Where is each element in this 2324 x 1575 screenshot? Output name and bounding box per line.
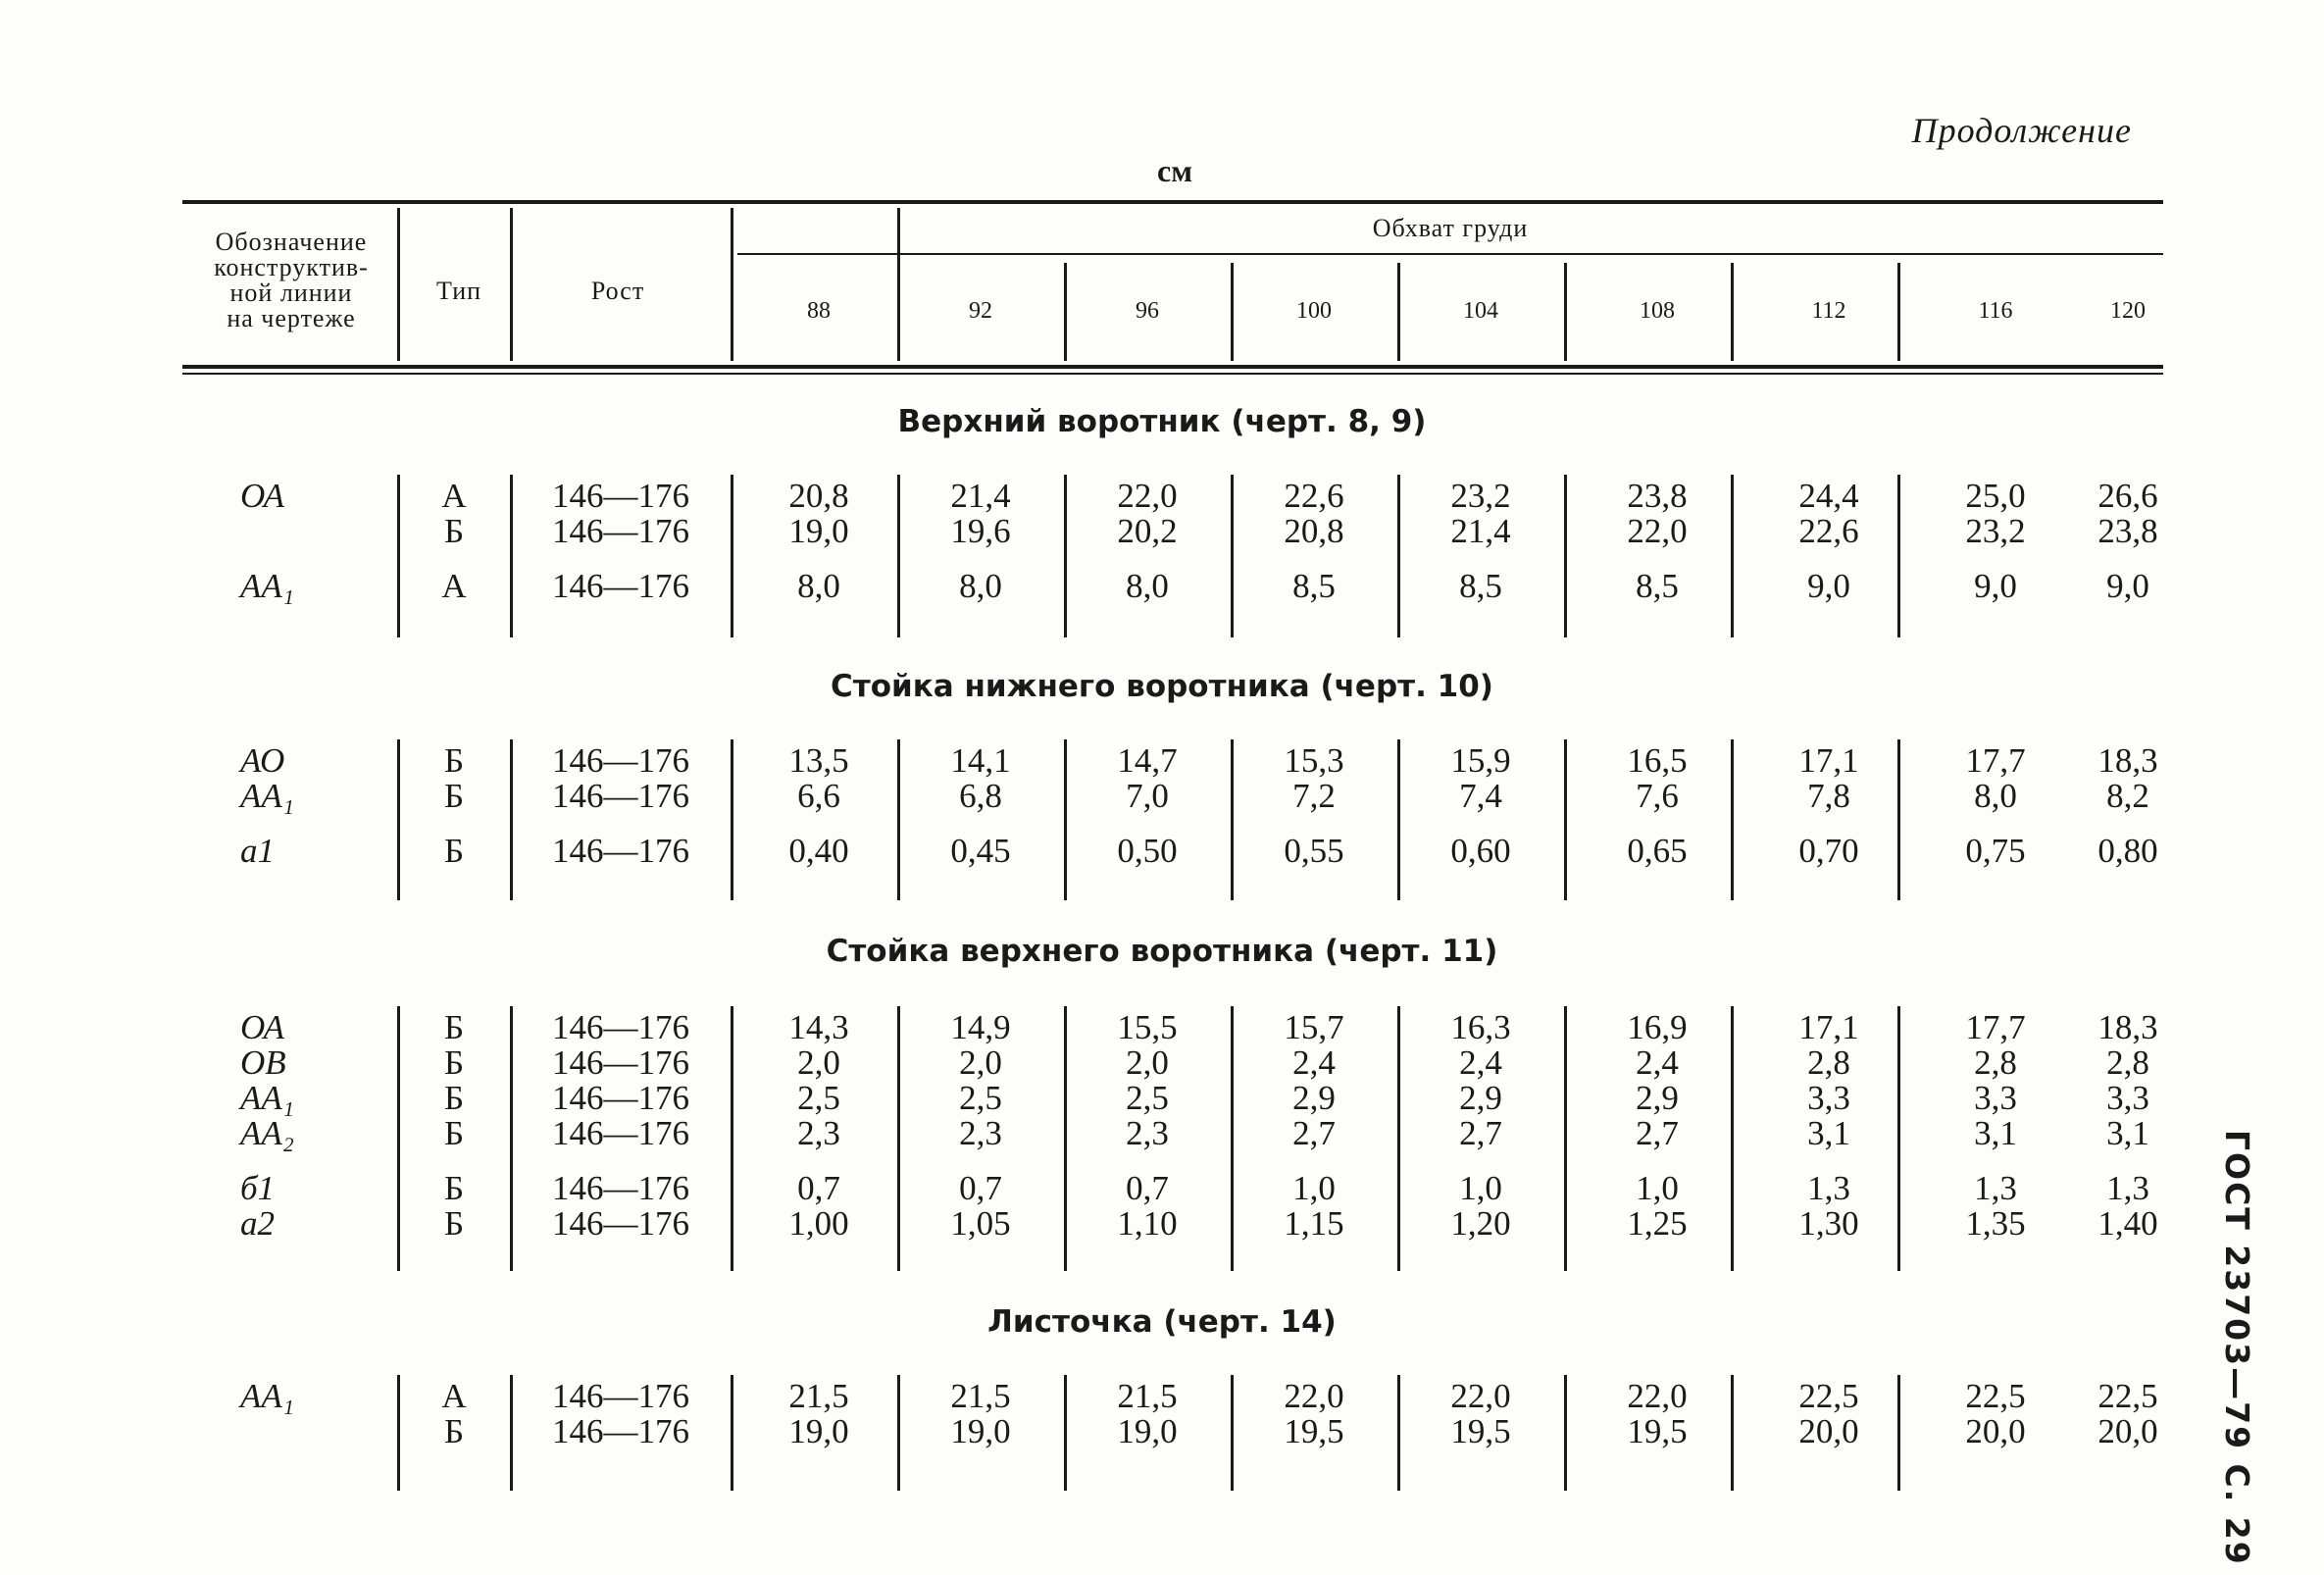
- header-column-rule: [1731, 263, 1734, 361]
- body-column-rule: [1064, 475, 1067, 637]
- chest-value-cell: 2,5: [797, 1079, 840, 1117]
- body-column-rule: [1397, 475, 1400, 637]
- height-cell: 146—176: [552, 1114, 689, 1152]
- chest-value-cell: 2,8: [1807, 1043, 1850, 1082]
- body-column-rule: [897, 1006, 900, 1271]
- col-line-header-3: ной линии: [229, 279, 353, 307]
- chest-value-cell: 14,9: [950, 1008, 1011, 1046]
- chest-value-cell: 0,7: [1126, 1169, 1169, 1207]
- chest-value-cell: 2,5: [1126, 1079, 1169, 1117]
- chest-value-cell: 17,1: [1798, 1008, 1859, 1046]
- chest-value-cell: 2,4: [1636, 1043, 1679, 1082]
- type-cell: Б: [443, 1204, 465, 1243]
- height-cell: 146—176: [552, 1412, 689, 1450]
- height-cell: 146—176: [552, 1008, 689, 1046]
- header-bottom-rule-2: [182, 373, 2163, 375]
- body-column-rule: [510, 1375, 513, 1491]
- chest-value-cell: 21,4: [950, 477, 1011, 515]
- chest-value-cell: 22,0: [1627, 1377, 1688, 1415]
- chest-value-cell: 14,7: [1117, 741, 1178, 780]
- body-column-rule: [1897, 1006, 1900, 1271]
- chest-value-cell: 21,5: [950, 1377, 1011, 1415]
- body-column-rule: [510, 739, 513, 900]
- body-column-rule: [731, 1006, 733, 1271]
- chest-value-cell: 21,5: [1117, 1377, 1178, 1415]
- chest-value-cell: 7,2: [1292, 777, 1336, 815]
- chest-value-cell: 16,5: [1627, 741, 1688, 780]
- chest-value-cell: 9,0: [2106, 567, 2149, 605]
- chest-value-cell: 14,1: [950, 741, 1011, 780]
- chest-value-cell: 25,0: [1965, 477, 2026, 515]
- type-cell: Б: [443, 1008, 465, 1046]
- standard-page-label: ГОСТ 23703—79 С. 29: [2218, 1130, 2256, 1566]
- chest-value-cell: 1,0: [1292, 1169, 1336, 1207]
- chest-value-cell: 8,5: [1292, 567, 1336, 605]
- body-column-rule: [1231, 739, 1234, 900]
- chest-value-cell: 7,6: [1636, 777, 1679, 815]
- header-column-rule: [1897, 263, 1900, 361]
- chest-value-header: 88: [807, 298, 831, 324]
- chest-value-cell: 2,7: [1459, 1114, 1502, 1152]
- chest-value-cell: 1,3: [1807, 1169, 1850, 1207]
- height-cell: 146—176: [552, 1377, 689, 1415]
- chest-group-header: Обхват груди: [1372, 214, 1529, 242]
- chest-value-header: 120: [2110, 298, 2146, 324]
- chest-value-cell: 1,25: [1627, 1204, 1688, 1243]
- line-designation: АА₁: [240, 567, 294, 605]
- chest-value-cell: 6,8: [959, 777, 1002, 815]
- body-column-rule: [1731, 1006, 1734, 1271]
- body-column-rule: [1231, 1006, 1234, 1271]
- body-column-rule: [897, 1375, 900, 1491]
- height-cell: 146—176: [552, 741, 689, 780]
- chest-value-cell: 23,2: [1450, 477, 1511, 515]
- body-column-rule: [1064, 1006, 1067, 1271]
- type-cell: Б: [443, 1114, 465, 1152]
- section-title: Стойка нижнего воротника (черт. 10): [831, 669, 1493, 704]
- chest-value-cell: 21,4: [1450, 512, 1511, 550]
- line-designation: б1: [240, 1169, 276, 1207]
- line-designation: АА₂: [240, 1114, 294, 1152]
- body-column-rule: [1564, 475, 1567, 637]
- chest-value-cell: 20,8: [1284, 512, 1344, 550]
- body-column-rule: [1897, 739, 1900, 900]
- chest-value-cell: 19,6: [950, 512, 1011, 550]
- line-designation: АА₁: [240, 1377, 294, 1415]
- chest-value-cell: 2,0: [959, 1043, 1002, 1082]
- body-column-rule: [1397, 1006, 1400, 1271]
- chest-value-cell: 1,15: [1284, 1204, 1344, 1243]
- body-column-rule: [1564, 1375, 1567, 1491]
- chest-value-cell: 0,60: [1450, 832, 1511, 870]
- chest-value-cell: 24,4: [1798, 477, 1859, 515]
- header-column-rule: [1564, 263, 1567, 361]
- body-column-rule: [1731, 1375, 1734, 1491]
- body-column-rule: [1731, 475, 1734, 637]
- chest-value-cell: 1,10: [1117, 1204, 1178, 1243]
- chest-value-cell: 15,9: [1450, 741, 1511, 780]
- chest-value-cell: 6,6: [797, 777, 840, 815]
- header-column-rule: [731, 208, 733, 361]
- chest-value-cell: 8,0: [959, 567, 1002, 605]
- chest-value-cell: 8,2: [2106, 777, 2149, 815]
- body-column-rule: [897, 739, 900, 900]
- chest-value-cell: 17,1: [1798, 741, 1859, 780]
- chest-value-cell: 1,30: [1798, 1204, 1859, 1243]
- chest-value-cell: 16,3: [1450, 1008, 1511, 1046]
- col-line-header-2: конструктив-: [214, 253, 369, 281]
- chest-value-cell: 23,2: [1965, 512, 2026, 550]
- chest-value-cell: 3,3: [2106, 1079, 2149, 1117]
- chest-value-cell: 2,9: [1459, 1079, 1502, 1117]
- body-column-rule: [731, 1375, 733, 1491]
- chest-value-cell: 9,0: [1974, 567, 2017, 605]
- chest-value-cell: 9,0: [1807, 567, 1850, 605]
- body-column-rule: [1064, 739, 1067, 900]
- chest-value-cell: 2,4: [1459, 1043, 1502, 1082]
- chest-value-cell: 7,4: [1459, 777, 1502, 815]
- type-cell: Б: [443, 1079, 465, 1117]
- chest-group-rule: [737, 253, 2163, 255]
- continuation-label: Продолжение: [1911, 111, 2132, 150]
- chest-value-cell: 2,8: [1974, 1043, 2017, 1082]
- chest-value-cell: 2,5: [959, 1079, 1002, 1117]
- chest-value-cell: 20,0: [2097, 1412, 2158, 1450]
- chest-value-cell: 22,0: [1117, 477, 1178, 515]
- chest-value-cell: 2,3: [959, 1114, 1002, 1152]
- chest-value-cell: 1,05: [950, 1204, 1011, 1243]
- chest-value-header: 116: [1978, 298, 2013, 324]
- line-designation: ОА: [240, 1008, 284, 1046]
- chest-value-cell: 8,0: [1974, 777, 2017, 815]
- chest-value-cell: 22,5: [1965, 1377, 2026, 1415]
- chest-value-header: 96: [1136, 298, 1159, 324]
- chest-value-cell: 2,3: [797, 1114, 840, 1152]
- header-column-rule: [397, 208, 400, 361]
- chest-value-cell: 2,4: [1292, 1043, 1336, 1082]
- type-cell: Б: [443, 1043, 465, 1082]
- chest-value-cell: 22,0: [1284, 1377, 1344, 1415]
- chest-value-cell: 0,7: [959, 1169, 1002, 1207]
- line-designation: АА₁: [240, 1079, 294, 1117]
- chest-value-cell: 1,3: [2106, 1169, 2149, 1207]
- header-column-rule: [1231, 263, 1234, 361]
- line-designation: а1: [240, 832, 275, 870]
- col-line-header: [184, 229, 398, 331]
- body-column-rule: [1064, 1375, 1067, 1491]
- section-title: Листочка (черт. 14): [987, 1304, 1337, 1340]
- chest-value-cell: 22,0: [1627, 512, 1688, 550]
- chest-value-cell: 14,3: [788, 1008, 849, 1046]
- line-designation: а2: [240, 1204, 275, 1243]
- body-column-rule: [1397, 1375, 1400, 1491]
- section-title: Стойка верхнего воротника (черт. 11): [826, 934, 1498, 969]
- chest-value-header: 104: [1463, 298, 1498, 324]
- body-column-rule: [897, 475, 900, 637]
- chest-value-cell: 15,7: [1284, 1008, 1344, 1046]
- col-line-header-4: на чертеже: [227, 304, 356, 332]
- unit-label: см: [1157, 153, 1192, 188]
- line-designation: ОВ: [240, 1043, 286, 1082]
- height-cell: 146—176: [552, 512, 689, 550]
- chest-value-cell: 0,50: [1117, 832, 1178, 870]
- header-bottom-rule: [182, 365, 2163, 369]
- chest-value-cell: 1,3: [1974, 1169, 2017, 1207]
- chest-value-cell: 19,5: [1627, 1412, 1688, 1450]
- chest-value-cell: 0,80: [2097, 832, 2158, 870]
- chest-value-cell: 1,40: [2097, 1204, 2158, 1243]
- chest-value-header: 92: [969, 298, 992, 324]
- chest-value-header: 112: [1811, 298, 1846, 324]
- height-cell: 146—176: [552, 1043, 689, 1082]
- chest-value-cell: 22,5: [1798, 1377, 1859, 1415]
- chest-value-cell: 0,55: [1284, 832, 1344, 870]
- chest-value-cell: 2,7: [1636, 1114, 1679, 1152]
- height-cell: 146—176: [552, 832, 689, 870]
- type-cell: Б: [443, 777, 465, 815]
- chest-value-cell: 2,8: [2106, 1043, 2149, 1082]
- height-cell: 146—176: [552, 1079, 689, 1117]
- chest-value-cell: 3,3: [1807, 1079, 1850, 1117]
- chest-value-cell: 16,9: [1627, 1008, 1688, 1046]
- chest-value-cell: 1,35: [1965, 1204, 2026, 1243]
- chest-value-cell: 2,0: [797, 1043, 840, 1082]
- body-column-rule: [1897, 1375, 1900, 1491]
- chest-value-cell: 17,7: [1965, 741, 2026, 780]
- header-column-rule: [510, 208, 513, 361]
- body-column-rule: [1231, 1375, 1234, 1491]
- body-column-rule: [510, 1006, 513, 1271]
- chest-value-cell: 19,5: [1284, 1412, 1344, 1450]
- chest-value-cell: 2,0: [1126, 1043, 1169, 1082]
- chest-value-cell: 18,3: [2097, 741, 2158, 780]
- body-column-rule: [1397, 739, 1400, 900]
- height-cell: 146—176: [552, 477, 689, 515]
- chest-value-cell: 15,3: [1284, 741, 1344, 780]
- chest-value-cell: 19,0: [788, 512, 849, 550]
- chest-value-cell: 3,1: [1974, 1114, 2017, 1152]
- chest-value-cell: 1,20: [1450, 1204, 1511, 1243]
- body-column-rule: [510, 475, 513, 637]
- chest-value-cell: 23,8: [2097, 512, 2158, 550]
- chest-value-cell: 15,5: [1117, 1008, 1178, 1046]
- section-title: Верхний воротник (черт. 8, 9): [897, 404, 1427, 439]
- chest-value-header: 108: [1640, 298, 1675, 324]
- chest-value-cell: 2,3: [1126, 1114, 1169, 1152]
- chest-value-cell: 22,0: [1450, 1377, 1511, 1415]
- chest-value-cell: 20,8: [788, 477, 849, 515]
- type-cell: Б: [443, 1412, 465, 1450]
- body-column-rule: [1564, 739, 1567, 900]
- chest-value-cell: 8,0: [797, 567, 840, 605]
- table-top-rule: [182, 200, 2163, 204]
- height-cell: 146—176: [552, 567, 689, 605]
- chest-value-cell: 19,0: [950, 1412, 1011, 1450]
- chest-value-cell: 1,0: [1459, 1169, 1502, 1207]
- chest-value-cell: 7,8: [1807, 777, 1850, 815]
- chest-value-cell: 19,0: [788, 1412, 849, 1450]
- body-column-rule: [1897, 475, 1900, 637]
- chest-value-cell: 18,3: [2097, 1008, 2158, 1046]
- header-column-rule: [897, 208, 900, 361]
- chest-value-cell: 19,5: [1450, 1412, 1511, 1450]
- type-cell: А: [441, 567, 467, 605]
- type-cell: Б: [443, 741, 465, 780]
- chest-value-cell: 3,1: [1807, 1114, 1850, 1152]
- chest-value-cell: 3,3: [1974, 1079, 2017, 1117]
- body-column-rule: [731, 475, 733, 637]
- chest-value-cell: 1,00: [788, 1204, 849, 1243]
- chest-value-cell: 7,0: [1126, 777, 1169, 815]
- type-cell: Б: [443, 832, 465, 870]
- chest-value-cell: 23,8: [1627, 477, 1688, 515]
- line-designation: ОА: [240, 477, 284, 515]
- body-column-rule: [1564, 1006, 1567, 1271]
- chest-value-cell: 20,0: [1965, 1412, 2026, 1450]
- type-cell: Б: [443, 512, 465, 550]
- body-column-rule: [1731, 739, 1734, 900]
- chest-value-cell: 22,6: [1798, 512, 1859, 550]
- chest-value-cell: 2,7: [1292, 1114, 1336, 1152]
- col-line-header-1: Обозначение: [215, 228, 368, 256]
- line-designation: АО: [240, 741, 285, 780]
- body-column-rule: [731, 739, 733, 900]
- chest-value-cell: 2,9: [1636, 1079, 1679, 1117]
- chest-value-cell: 8,5: [1636, 567, 1679, 605]
- chest-value-cell: 22,5: [2097, 1377, 2158, 1415]
- chest-value-cell: 0,7: [797, 1169, 840, 1207]
- body-column-rule: [1231, 475, 1234, 637]
- chest-value-cell: 20,2: [1117, 512, 1178, 550]
- type-cell: Б: [443, 1169, 465, 1207]
- chest-value-cell: 8,0: [1126, 567, 1169, 605]
- chest-value-cell: 13,5: [788, 741, 849, 780]
- col-height-header: Рост: [590, 277, 645, 305]
- header-column-rule: [1064, 263, 1067, 361]
- height-cell: 146—176: [552, 1169, 689, 1207]
- chest-value-cell: 26,6: [2097, 477, 2158, 515]
- chest-value-cell: 2,9: [1292, 1079, 1336, 1117]
- chest-value-cell: 20,0: [1798, 1412, 1859, 1450]
- chest-value-cell: 0,45: [950, 832, 1011, 870]
- col-type-header: Тип: [435, 277, 482, 305]
- type-cell: А: [441, 477, 467, 515]
- chest-value-cell: 19,0: [1117, 1412, 1178, 1450]
- chest-value-cell: 0,65: [1627, 832, 1688, 870]
- chest-value-cell: 0,70: [1798, 832, 1859, 870]
- chest-value-header: 100: [1296, 298, 1332, 324]
- header-column-rule: [1397, 263, 1400, 361]
- chest-value-cell: 22,6: [1284, 477, 1344, 515]
- chest-value-cell: 0,75: [1965, 832, 2026, 870]
- chest-value-cell: 0,40: [788, 832, 849, 870]
- chest-value-cell: 17,7: [1965, 1008, 2026, 1046]
- line-designation: АА₁: [240, 777, 294, 815]
- chest-value-cell: 8,5: [1459, 567, 1502, 605]
- height-cell: 146—176: [552, 777, 689, 815]
- height-cell: 146—176: [552, 1204, 689, 1243]
- chest-value-cell: 1,0: [1636, 1169, 1679, 1207]
- chest-value-cell: 3,1: [2106, 1114, 2149, 1152]
- type-cell: А: [441, 1377, 467, 1415]
- chest-value-cell: 21,5: [788, 1377, 849, 1415]
